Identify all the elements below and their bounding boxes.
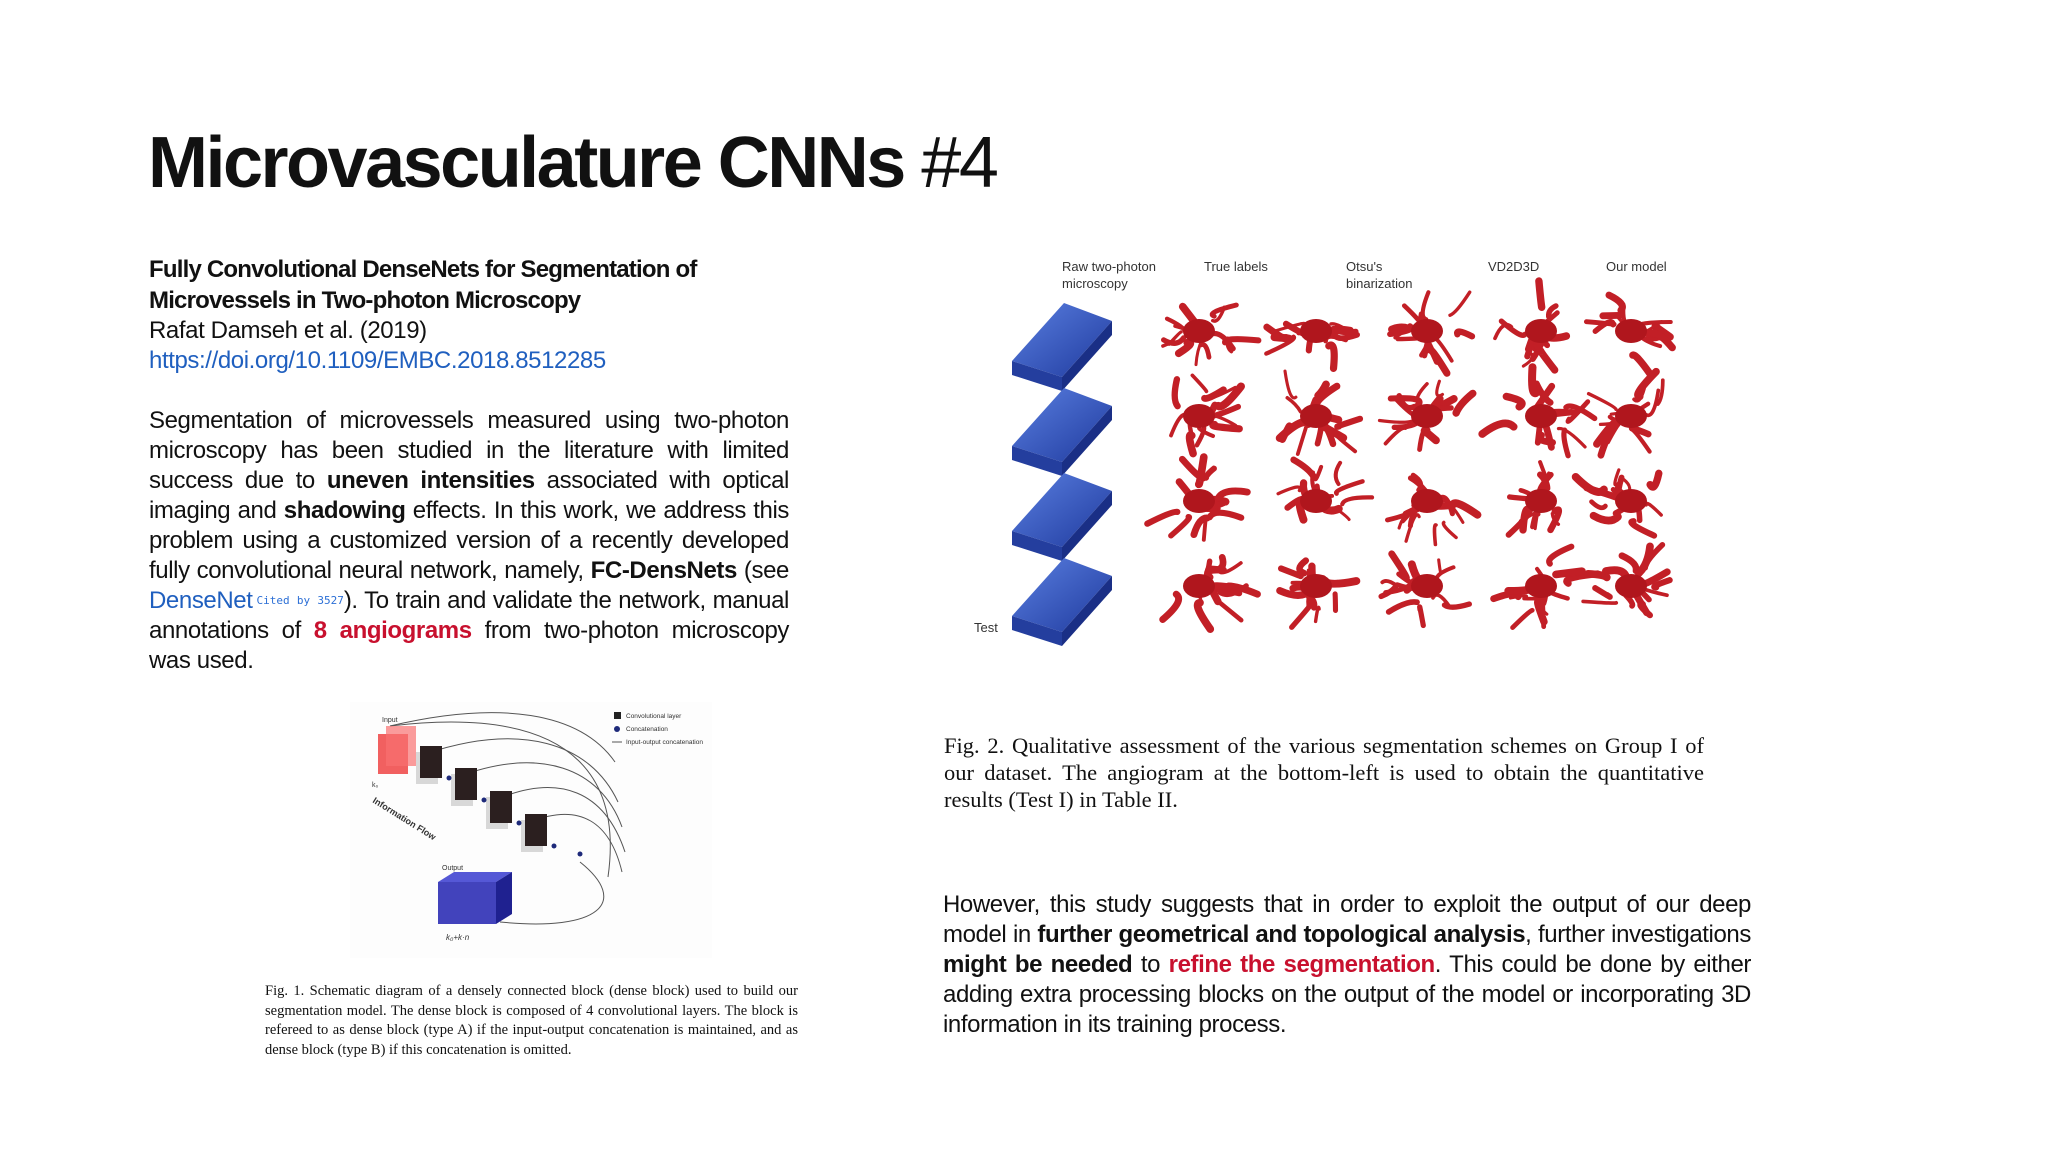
highlight-refine-segmentation: refine the segmentation	[1168, 951, 1435, 978]
highlight-8-angiograms: 8 angiograms	[313, 617, 472, 644]
conclusion-part-3: to	[1132, 951, 1169, 978]
paper-title: Fully Convolutional DenseNets for Segmentation of Microvessels in Two-photon Microscopy	[149, 256, 697, 314]
segmentation-thumbnail	[1278, 460, 1372, 520]
segmentation-thumbnail	[1576, 470, 1662, 536]
doi-link[interactable]: https://doi.org/10.1109/EMBC.2018.8512285	[149, 347, 606, 374]
col-header-vd2d3d: VD2D3D	[1488, 259, 1540, 274]
row-label-test: Test	[974, 620, 998, 635]
segmentation-thumbnail	[1381, 554, 1469, 626]
conclusion-part-1: However, this study suggests that in order to exploit the output of our deep model in	[943, 891, 1751, 948]
segmentation-thumbnail	[1266, 319, 1357, 368]
col-header-true-labels: True labels	[1204, 259, 1268, 274]
information-flow-label: Information Flow	[370, 795, 438, 843]
conclusion-part-2: , further investigations	[1525, 921, 1751, 948]
dense-block-diagram	[350, 702, 712, 958]
legend-io-concat: Input-output concatenation	[626, 739, 703, 746]
paper-summary	[149, 254, 789, 676]
segmentation-thumbnail	[1380, 381, 1473, 449]
output-block	[438, 882, 496, 924]
segmentation-thumbnail	[1583, 545, 1670, 615]
citation-badge[interactable]: Cited by 3527	[256, 594, 344, 607]
fig2-caption: Fig. 2. Qualitative assessment of the various segmentation schemes on Group I of our dataset. The angiogram at the bottom-left is used to obtain the quantitative results (Test I) in Table II.	[944, 733, 1704, 812]
segmentation-thumbnail	[1280, 561, 1357, 628]
segmentation-thumbnail	[1147, 457, 1247, 540]
conclusion-text	[943, 890, 1751, 1040]
col-header-otsu-1: Otsu's	[1346, 259, 1383, 274]
slide-title-main: Microvasculature CNNs	[148, 123, 904, 203]
abstract-part-4: (see	[736, 557, 789, 584]
highlight-shadowing: shadowing	[283, 497, 406, 524]
abstract-part-1: Segmentation of microvessels measured using two-photon microscopy has been studied in the literature with limited success due to	[149, 407, 789, 494]
input-label: Input	[382, 717, 398, 724]
slide-title-number: #4	[921, 123, 997, 203]
segmentation-thumbnail	[1495, 281, 1566, 370]
slide-title	[148, 118, 996, 208]
col-header-our-model: Our model	[1606, 259, 1667, 274]
densenet-link[interactable]: DenseNet	[149, 587, 253, 614]
segmentation-thumbnail	[1171, 375, 1241, 453]
col-header-raw-2: microscopy	[1062, 276, 1128, 291]
abstract-text	[149, 406, 789, 676]
segmentation-thumbnail	[1387, 475, 1477, 544]
k0-label: k₀	[372, 782, 379, 789]
output-k-label: k₀+k·n	[446, 933, 470, 942]
col-header-otsu-2: binarization	[1346, 276, 1413, 291]
conv-layer	[420, 746, 442, 778]
highlight-uneven-intensities: uneven intensities	[326, 467, 535, 494]
legend-conv-layer: Convolutional layer	[626, 713, 682, 720]
conv-layer	[525, 814, 547, 846]
paper-authors: Rafat Damseh et al. (2019)	[149, 317, 427, 344]
segmentation-thumbnail	[1482, 367, 1594, 456]
segmentation-thumbnail	[1390, 292, 1472, 373]
abstract-part-3: effects. In this work, we address this problem using a customized version of a recently developed fully convolutional neural network, namely,	[149, 497, 789, 584]
abstract-part-6: from two-photon microscopy was used.	[149, 617, 789, 674]
fig1-caption: Fig. 1. Schematic diagram of a densely connected block (dense block) used to build our segmentation model. The dense block is composed of 4 convolutional layers. The block is refereed to as dense block (type A) if the input-output concatenation is maintained, and as dense block (type B) if this concatenation is omitted.	[265, 983, 798, 1058]
segmentation-comparison-figure	[964, 256, 1724, 666]
conclusion-part-4: . This could be done by either adding extra processing blocks on the output of the model or incorporating 3D information in its training process.	[943, 951, 1751, 1038]
segmentation-thumbnail	[1280, 371, 1360, 454]
segmentation-thumbnail	[1589, 372, 1663, 456]
legend-concatenation: Concatenation	[626, 726, 668, 733]
output-label: Output	[442, 865, 464, 872]
segmentation-thumbnail	[1509, 462, 1559, 535]
conv-layer	[455, 768, 477, 800]
segmentation-thumbnail	[1494, 547, 1598, 628]
abstract-part-5: ). To train and validate the network, manual annotations of	[149, 587, 789, 644]
highlight-geometrical-analysis: further geometrical and topological analysis	[1037, 921, 1526, 948]
highlight-might-be-needed: might be needed	[943, 951, 1133, 978]
segmentation-thumbnail	[1586, 295, 1672, 374]
segmentation-thumbnail	[1163, 557, 1258, 629]
conv-layer	[490, 791, 512, 823]
abstract-part-2: associated with optical imaging and	[149, 467, 789, 524]
segmentation-thumbnail	[1163, 305, 1259, 365]
highlight-fc-densnets: FC-DensNets	[590, 557, 737, 584]
col-header-raw-1: Raw two-photon	[1062, 259, 1156, 274]
